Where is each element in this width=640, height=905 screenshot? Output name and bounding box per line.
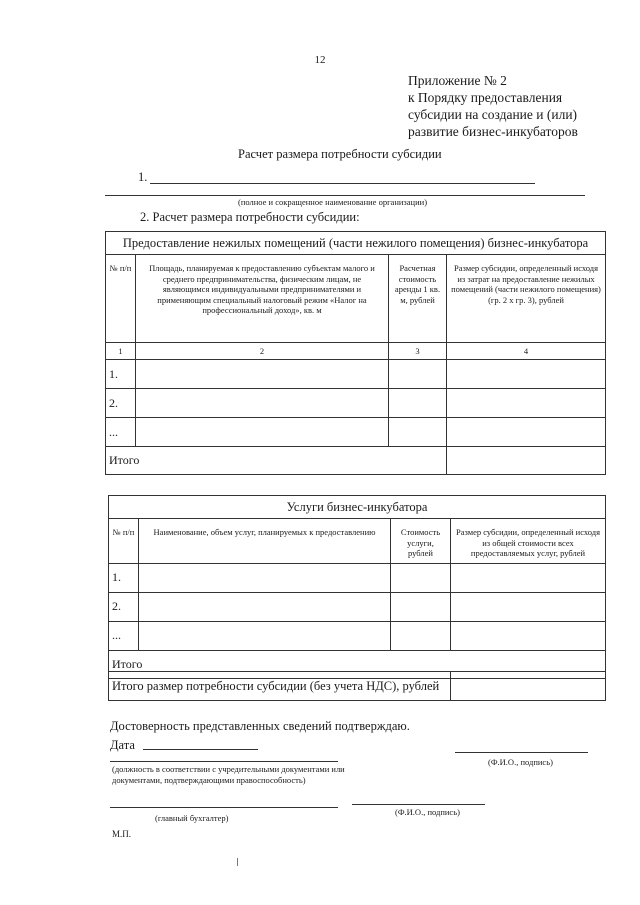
services-subsidy-cell[interactable]: [451, 563, 606, 592]
premises-subsidy-cell[interactable]: [447, 360, 606, 389]
services-title: Услуги бизнес-инкубатора: [109, 496, 606, 519]
position-field[interactable]: [110, 761, 338, 762]
page-number: 12: [314, 54, 326, 66]
services-cost-cell[interactable]: [391, 563, 451, 592]
signature-field-1[interactable]: [455, 752, 588, 753]
premises-title: Предоставление нежилых помещений (части нежилого помещения) бизнес-инкубатора: [106, 232, 606, 255]
org-name-line-2[interactable]: [105, 195, 585, 196]
premises-colnum-4: 4: [447, 343, 606, 360]
row-number: 1.: [109, 563, 139, 592]
date-label: Дата: [110, 738, 135, 752]
services-subsidy-cell[interactable]: [451, 592, 606, 621]
premises-col-area: Площадь, планируемая к предоставлению субъектам малого и среднего предпринимательства, физическим лицам, не являющимся индивидуальными предпринимателями и применяющим специальный налоговый режим «Налог на профессиональный доход», кв. м: [136, 255, 389, 343]
org-caption: (полное и сокращенное наименование организации): [238, 197, 428, 207]
premises-col-num: № п/п: [106, 255, 136, 343]
premises-subsidy-cell[interactable]: [447, 418, 606, 447]
services-cost-cell[interactable]: [391, 592, 451, 621]
premises-col-rent: Расчетная стоимость аренды 1 кв. м, рублей: [389, 255, 447, 343]
row-number: ...: [109, 621, 139, 650]
premises-subsidy-cell[interactable]: [447, 389, 606, 418]
accountant-field[interactable]: [110, 807, 338, 808]
services-col-num: № п/п: [109, 519, 139, 564]
grand-total-table: [108, 671, 606, 701]
accountant-caption: (главный бухгалтер): [155, 813, 229, 823]
appendix-line-2: к Порядку предоставления: [408, 90, 563, 105]
table-row: [106, 418, 606, 447]
premises-area-cell[interactable]: [136, 389, 389, 418]
table-row: [106, 389, 606, 418]
signature-field-2[interactable]: [352, 804, 485, 805]
premises-total-label: Итого: [106, 447, 447, 475]
grand-total-cell[interactable]: [451, 672, 606, 701]
premises-rent-cell[interactable]: [389, 418, 447, 447]
fio-caption-1: (Ф.И.О., подпись): [488, 757, 553, 767]
table-row: [109, 621, 606, 650]
item-2-heading: 2. Расчет размера потребности субсидии:: [140, 210, 360, 224]
premises-rent-cell[interactable]: [389, 389, 447, 418]
premises-total-cell[interactable]: [447, 447, 606, 475]
position-caption: (должность в соответствии с учредительными документами или документами, подтверждающими правоспособность): [112, 764, 345, 785]
premises-colnum-1: 1: [106, 343, 136, 360]
table-row: [109, 592, 606, 621]
fio-caption-2: (Ф.И.О., подпись): [395, 807, 460, 817]
appendix-line-1: Приложение № 2: [408, 73, 507, 88]
premises-area-cell[interactable]: [136, 360, 389, 389]
appendix-line-4: развитие бизнес-инкубаторов: [408, 124, 578, 139]
services-name-cell[interactable]: [139, 563, 391, 592]
stamp-place: М.П.: [112, 829, 132, 839]
row-number: 2.: [109, 592, 139, 621]
premises-rent-cell[interactable]: [389, 360, 447, 389]
date-field[interactable]: [143, 749, 258, 750]
services-col-name: Наименование, объем услуг, планируемых к предоставлению: [139, 519, 391, 564]
services-name-cell[interactable]: [139, 621, 391, 650]
premises-table: [105, 231, 606, 475]
confirm-statement: Достоверность представленных сведений подтверждаю.: [110, 719, 410, 733]
premises-colnum-2: 2: [136, 343, 389, 360]
appendix-line-3: субсидии на создание и (или): [408, 107, 578, 122]
row-number: 1.: [106, 360, 136, 389]
premises-col-subsidy: Размер субсидии, определенный исходя из затрат на предоставление нежилых помещений (части нежилого помещения) (гр. 2 x гр. 3), рублей: [447, 255, 606, 343]
services-subsidy-cell[interactable]: [451, 621, 606, 650]
services-col-subsidy: Размер субсидии, определенный исходя из общей стоимости всех предоставляемых услуг, рублей: [451, 519, 606, 564]
fold-mark: [237, 858, 238, 866]
services-name-cell[interactable]: [139, 592, 391, 621]
table-row: [109, 563, 606, 592]
grand-total-label: Итого размер потребности субсидии (без учета НДС), рублей: [109, 672, 451, 701]
services-col-cost: Стоимость услуги, рублей: [391, 519, 451, 564]
services-table: [108, 495, 606, 679]
services-total-label: Итого: [109, 650, 606, 678]
org-name-line[interactable]: [150, 183, 535, 184]
calc-title: Расчет размера потребности субсидии: [238, 147, 442, 161]
premises-colnum-3: 3: [389, 343, 447, 360]
appendix-heading: [408, 72, 628, 140]
table-row: [106, 360, 606, 389]
row-number: 2.: [106, 389, 136, 418]
services-cost-cell[interactable]: [391, 621, 451, 650]
row-number: ...: [106, 418, 136, 447]
premises-area-cell[interactable]: [136, 418, 389, 447]
item-1-number: 1.: [138, 170, 148, 184]
